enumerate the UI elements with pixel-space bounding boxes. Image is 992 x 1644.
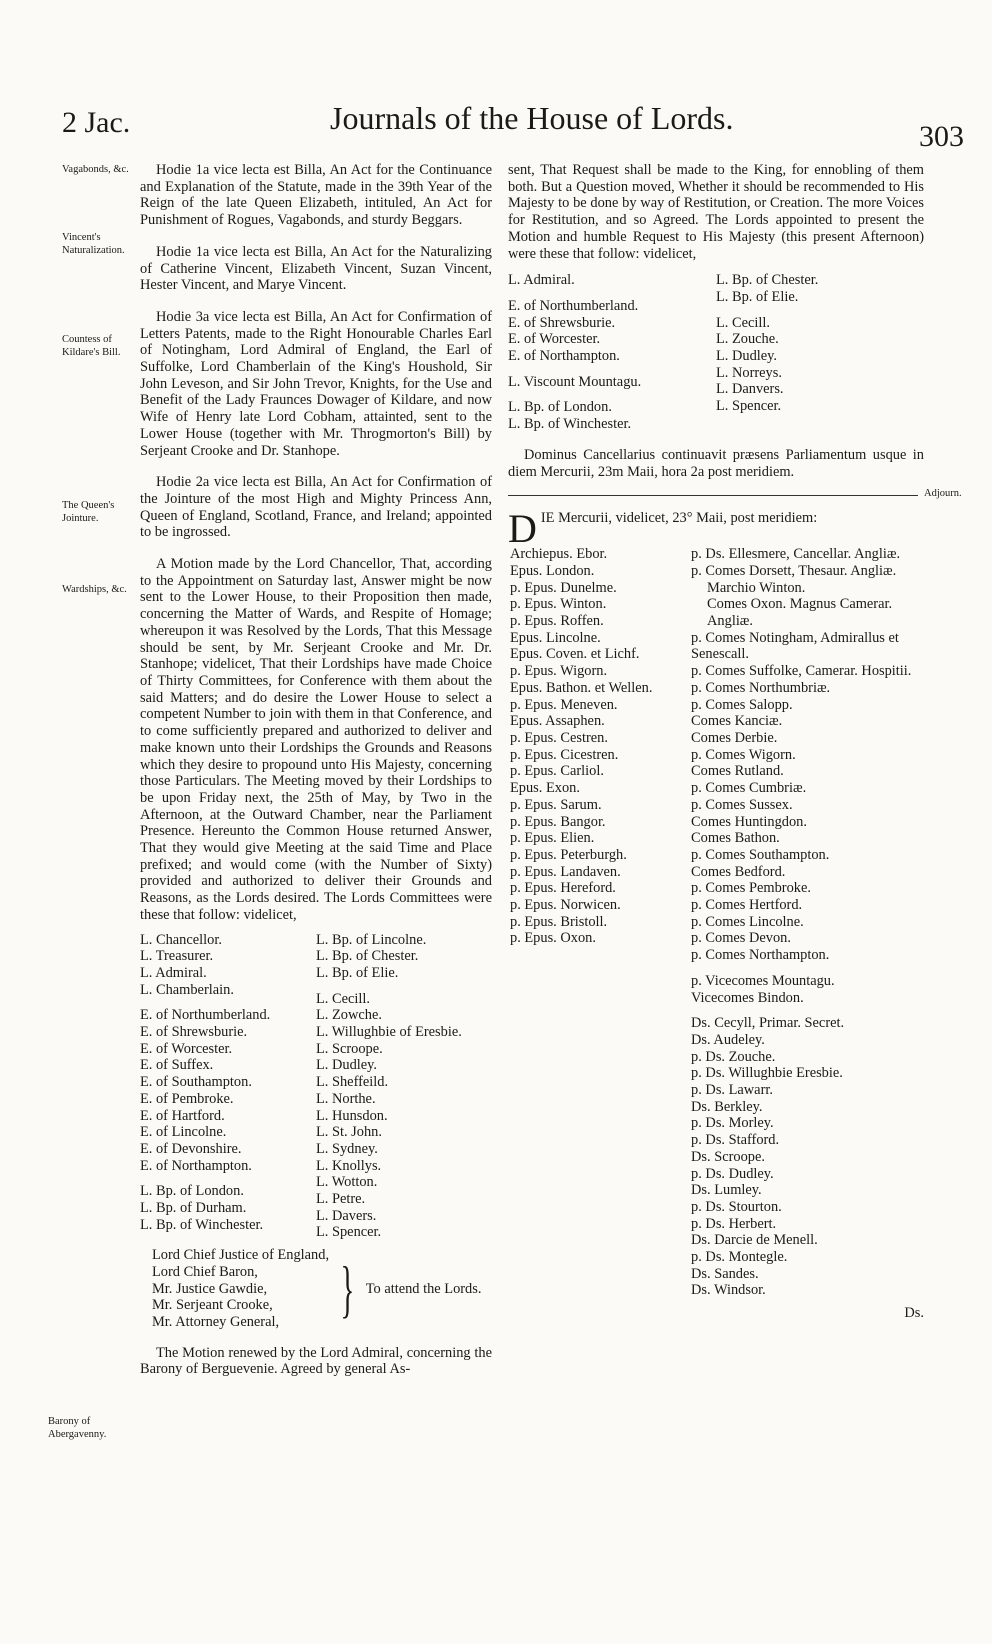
list-item: p. Epus. Elien. bbox=[510, 830, 595, 847]
list-item: Comes Kanciæ. bbox=[691, 713, 783, 730]
left-column bbox=[140, 162, 492, 1393]
list-item: p. Ds. Herbert. bbox=[691, 1215, 777, 1232]
list-item: p. Comes Hertford. bbox=[691, 897, 803, 914]
list-item: Epus. Coven. et Lichf. bbox=[510, 646, 640, 663]
list-item: L. Dudley. bbox=[316, 1057, 378, 1074]
list-item: p. Comes Pembroke. bbox=[691, 880, 811, 897]
list-item: L. Zowche. bbox=[316, 1007, 382, 1024]
name-list bbox=[691, 546, 924, 563]
list-item: Ds. Lumley. bbox=[691, 1182, 762, 1199]
list-item: E. of Devonshire. bbox=[140, 1140, 242, 1157]
name-list bbox=[691, 596, 924, 629]
list-item: p. Ds. Zouche. bbox=[691, 1048, 776, 1065]
list-item: p. Epus. Peterburgh. bbox=[510, 846, 627, 863]
list-item: L. Northe. bbox=[316, 1090, 376, 1107]
list-item: L. Cecill. bbox=[316, 990, 370, 1007]
list-item: L. Bp. of Winchester. bbox=[508, 416, 632, 433]
bishops-column bbox=[508, 546, 691, 1322]
list-item: p. Ds. Lawarr. bbox=[691, 1082, 773, 1099]
margin-note: Barony of Abergavenny. bbox=[48, 1416, 107, 1440]
committee-list bbox=[140, 932, 492, 1242]
deputation-column bbox=[508, 272, 716, 433]
list-item: Ds. Windsor. bbox=[691, 1282, 766, 1299]
name-list bbox=[140, 1007, 316, 1174]
list-item: p. Epus. Cicestren. bbox=[510, 746, 619, 763]
list-item: p. Epus. Meneven. bbox=[510, 696, 618, 713]
list-item: p. Ds. Dudley. bbox=[691, 1165, 774, 1182]
list-item: p. Epus. Bangor. bbox=[510, 813, 606, 830]
name-list bbox=[140, 1247, 329, 1331]
entry-paragraph: The Motion renewed by the Lord Admiral, concerning the Barony of Berguevenie. Agreed by general As- bbox=[140, 1344, 492, 1378]
entry-paragraph: A Motion made by the Lord Chancellor, That, according to the Appointment on Saturday last, Answer might be now sent to the Lower House, to their Proposition then made, concerning the Matter of Wards, and Respite of Homage; whereupon it was Resolved by the Lords, That this Message should be sent, by Mr. Serjeant Crooke and Mr. Dr. Stanhope; videlicet, That their Lordships have made Choice of Thirty Committees, for Conference with them about the said Matters; and do desire the Lower House to select a competent Number to join with them in that Conference, and to come sufficiently prepared and authorized to deliver and make known unto their Lordships the Grounds and Reasons which they desire to propound unto His Majesty, concerning those Particulars. The Meeting moved by their Lordships to be upon Friday next, the 25th of May, by Two in the Afternoon, at the Outward Chamber, near the Parliament Presence. Hereunto the Common House returned Answer, That they would give Meeting at the said Time and Place prefixed; and would come (with the Number of Sixty) provided and authorized to deliver their Grounds and Reasons, as the Lords desired. The Lords Committees were these that follow: videlicet, bbox=[140, 556, 492, 923]
name-list bbox=[508, 374, 716, 391]
list-item: Marchio Winton. bbox=[707, 579, 806, 596]
margin-note: Wardships, &c. bbox=[62, 584, 127, 595]
list-item: E. of Northampton. bbox=[508, 348, 620, 365]
list-item: p. Comes Suffolke, Camerar. Hospitii. bbox=[691, 663, 912, 680]
list-item: Vicecomes Bindon. bbox=[691, 989, 804, 1006]
list-item: L. Viscount Mountagu. bbox=[508, 373, 642, 390]
name-list bbox=[691, 973, 924, 1006]
list-item: Lord Chief Justice of England, bbox=[152, 1247, 330, 1264]
list-item: L. Zouche. bbox=[716, 331, 779, 348]
list-item: p. Ds. Morley. bbox=[691, 1115, 774, 1132]
adjournment-paragraph: Dominus Cancellarius continuavit præsens Parliamentum usque in diem Mercurii, 23m Maii, hora 2a post meridiem. bbox=[508, 446, 924, 480]
list-item: E. of Northumberland. bbox=[140, 1007, 271, 1024]
list-item: Comes Bedford. bbox=[691, 863, 786, 880]
list-item: L. Chamberlain. bbox=[140, 981, 234, 998]
list-item: p. Epus. Roffen. bbox=[510, 613, 604, 630]
list-item: E. of Worcester. bbox=[140, 1040, 233, 1057]
list-item: p. Ds. Ellesmere, Cancellar. Angliæ. bbox=[691, 546, 901, 563]
list-item: p. Comes Sussex. bbox=[691, 796, 793, 813]
list-item: L. Sydney. bbox=[316, 1140, 378, 1157]
margin-note: Vagabonds, &c. bbox=[62, 164, 129, 175]
list-item: Comes Derbie. bbox=[691, 729, 778, 746]
entry-paragraph: Hodie 1a vice lecta est Billa, An Act for the Continuance and Explanation of the Statute, made in the 39th Year of the Reign of the late Queen Elizabeth, intituled, An Act for Punishment of Rogues, Vagabonds, and sturdy Beggars. bbox=[140, 162, 492, 229]
list-item: L. Bp. of Elie. bbox=[316, 964, 399, 981]
list-item: E. of Suffex. bbox=[140, 1057, 214, 1074]
list-item: p. Comes Southampton. bbox=[691, 846, 830, 863]
list-item: Ds. Cecyll, Primar. Secret. bbox=[691, 1015, 845, 1032]
attendants-block bbox=[140, 1247, 492, 1331]
list-item: Epus. Assaphen. bbox=[510, 713, 605, 730]
list-item: p. Comes Devon. bbox=[691, 930, 791, 947]
list-item: p. Comes Notingham, Admirallus et Senescall. bbox=[691, 629, 899, 663]
brace: } bbox=[340, 1252, 355, 1324]
name-list bbox=[691, 563, 924, 580]
list-item: L. Wotton. bbox=[316, 1174, 378, 1191]
list-item: E. of Lincolne. bbox=[140, 1124, 227, 1141]
name-list bbox=[716, 315, 924, 415]
section-rule bbox=[508, 495, 918, 496]
list-item: Ds. Scroope. bbox=[691, 1148, 765, 1165]
list-item: L. Dudley. bbox=[716, 348, 778, 365]
name-list bbox=[691, 680, 924, 964]
list-item: Comes Oxon. Magnus Camerar. Angliæ. bbox=[707, 596, 893, 630]
attend-label: To attend the Lords. bbox=[365, 1280, 482, 1297]
page-header bbox=[0, 100, 992, 153]
list-item: p. Ds. Stafford. bbox=[691, 1132, 780, 1149]
list-item: E. of Hartford. bbox=[140, 1107, 225, 1124]
entry-paragraph: Hodie 2a vice lecta est Billa, An Act for Confirmation of the Jointure of the most High and Mighty Princess Ann, Queen of England, Scotland, France, and Ireland; appointed to be ingrossed. bbox=[140, 474, 492, 541]
list-item: Ds. Darcie de Menell. bbox=[691, 1232, 818, 1249]
list-item: p. Comes Wigorn. bbox=[691, 746, 796, 763]
deputation-column bbox=[716, 272, 924, 433]
list-item: L. Bp. of Chester. bbox=[716, 272, 819, 289]
list-item: E. of Northampton. bbox=[140, 1157, 252, 1174]
list-item: p. Epus. Norwicen. bbox=[510, 897, 621, 914]
name-list bbox=[508, 298, 716, 365]
list-item: Epus. Exon. bbox=[510, 780, 580, 797]
list-item: p. Ds. Stourton. bbox=[691, 1198, 782, 1215]
name-list bbox=[508, 272, 716, 289]
list-item: p. Epus. Cestren. bbox=[510, 729, 608, 746]
list-item: L. Knollys. bbox=[316, 1157, 382, 1174]
list-item: Comes Huntingdon. bbox=[691, 813, 807, 830]
name-list bbox=[508, 399, 716, 432]
list-item: L. Spencer. bbox=[316, 1224, 382, 1241]
list-item: E. of Worcester. bbox=[508, 331, 601, 348]
list-item: Comes Bathon. bbox=[691, 830, 780, 847]
drop-cap: D bbox=[508, 506, 537, 552]
catchword: Ds. bbox=[904, 1305, 924, 1322]
list-item: E. of Shrewsburie. bbox=[508, 314, 616, 331]
name-list bbox=[316, 991, 492, 1242]
name-list bbox=[691, 580, 924, 597]
name-list bbox=[716, 272, 924, 305]
list-item: p. Comes Cumbriæ. bbox=[691, 780, 807, 797]
list-item: Mr. Serjeant Crooke, bbox=[152, 1297, 273, 1314]
regnal-year: 2 Jac. bbox=[62, 106, 131, 139]
list-item: p. Epus. Landaven. bbox=[510, 863, 621, 880]
list-item: L. Danvers. bbox=[716, 381, 784, 398]
list-item: E. of Southampton. bbox=[140, 1074, 252, 1091]
list-item: p. Epus. Carliol. bbox=[510, 763, 604, 780]
list-item: L. Scroope. bbox=[316, 1040, 383, 1057]
right-column bbox=[508, 162, 924, 1322]
list-item: p. Epus. Dunelme. bbox=[510, 579, 617, 596]
list-item: p. Vicecomes Mountagu. bbox=[691, 972, 835, 989]
list-item: p. Comes Northumbriæ. bbox=[691, 679, 831, 696]
list-item: L. Bp. of Durham. bbox=[140, 1200, 247, 1217]
entry-paragraph: Hodie 3a vice lecta est Billa, An Act for Confirmation of Letters Patents, made to the Right Honourable Charles Earl of Notingham, Lord Admiral of England, the Earl of Suffolke, Lord Chamberlain of the King's Houshold, Sir John Leveson, and Sir John Trevor, Knights, for the Use and Benefit of the Lady Fraunces Dowager of Kildare, and now Wife of Henry late Lord Cobham, attainted, sent to the Lower House (together with Mr. Throgmorton's Bill) by Serjeant Crooke and Dr. Stanhope. bbox=[140, 308, 492, 459]
committee-column bbox=[140, 932, 316, 1242]
page-number: 303 bbox=[919, 120, 964, 153]
list-item: E. of Shrewsburie. bbox=[140, 1024, 248, 1041]
committee-column bbox=[316, 932, 492, 1242]
list-item: L. Norreys. bbox=[716, 364, 782, 381]
list-item: p. Comes Dorsett, Thesaur. Angliæ. bbox=[691, 562, 897, 579]
list-item: Mr. Attorney General, bbox=[152, 1314, 280, 1330]
list-item: L. Bp. of Chester. bbox=[316, 948, 419, 965]
name-list bbox=[691, 1015, 924, 1299]
list-item: L. St. John. bbox=[316, 1124, 382, 1141]
entry-paragraph: sent, That Request shall be made to the King, for ennobling of them both. But a Question moved, Whether it should be recommended to His Majesty to be done by way of Restitution, or Creation. The more Voices for Restitution, and so Agreed. The Lords appointed to present the Motion and humble Request to His Majesty (this present Afternoon) were these that follow: videlicet, bbox=[508, 162, 924, 262]
list-item: Ds. Sandes. bbox=[691, 1265, 759, 1282]
name-list bbox=[140, 932, 316, 999]
list-item: E. of Northumberland. bbox=[508, 297, 639, 314]
sitting-date: IE Mercurii, videlicet, 23° Maii, post meridiem: bbox=[540, 510, 818, 527]
list-item: p. Epus. Sarum. bbox=[510, 796, 602, 813]
list-item: L. Willughbie of Eresbie. bbox=[316, 1024, 462, 1041]
list-item: Archiepus. Ebor. bbox=[510, 546, 608, 563]
list-item: p. Ds. Montegle. bbox=[691, 1249, 788, 1266]
name-list bbox=[316, 932, 492, 982]
attendance-roll bbox=[508, 546, 924, 1322]
list-item: Lord Chief Baron, bbox=[152, 1263, 258, 1280]
list-item: p. Epus. Bristoll. bbox=[510, 913, 608, 930]
list-item: Ds. Berkley. bbox=[691, 1098, 763, 1115]
list-item: p. Ds. Willughbie Eresbie. bbox=[691, 1065, 843, 1082]
list-item: Mr. Justice Gawdie, bbox=[152, 1280, 268, 1297]
deputation-list bbox=[508, 272, 924, 433]
list-item: L. Sheffeild. bbox=[316, 1074, 389, 1091]
lay-lords-column bbox=[691, 546, 924, 1322]
list-item: L. Bp. of London. bbox=[140, 1183, 244, 1200]
list-item: L. Bp. of London. bbox=[508, 399, 612, 416]
list-item: L. Treasurer. bbox=[140, 948, 214, 965]
list-item: L. Petre. bbox=[316, 1191, 366, 1208]
list-item: p. Epus. Winton. bbox=[510, 596, 607, 613]
entry-paragraph: Hodie 1a vice lecta est Billa, An Act for the Naturalizing of Catherine Vincent, Elizabeth Vincent, Suzan Vincent, Hester Vincent, and Marye Vincent. bbox=[140, 243, 492, 294]
list-item: p. Epus. Hereford. bbox=[510, 880, 616, 897]
list-item: E. of Pembroke. bbox=[140, 1090, 234, 1107]
list-item: L. Cecill. bbox=[716, 314, 770, 331]
margin-note: The Queen's Jointure. bbox=[62, 500, 115, 524]
margin-note: Vincent's Naturalization. bbox=[62, 232, 125, 256]
list-item: L. Admiral. bbox=[508, 272, 575, 289]
list-item: p. Epus. Wigorn. bbox=[510, 663, 608, 680]
list-item: L. Chancellor. bbox=[140, 931, 222, 948]
list-item: Epus. Lincolne. bbox=[510, 629, 601, 646]
name-list bbox=[140, 1183, 316, 1233]
list-item: L. Bp. of Elie. bbox=[716, 288, 799, 305]
margin-note: Adjourn. bbox=[924, 488, 962, 499]
list-item: Epus. London. bbox=[510, 562, 595, 579]
name-list bbox=[691, 630, 924, 663]
running-title: Journals of the House of Lords. bbox=[330, 100, 734, 136]
list-item: L. Bp. of Winchester. bbox=[140, 1216, 264, 1233]
list-item: p. Comes Lincolne. bbox=[691, 913, 804, 930]
list-item: Epus. Bathon. et Wellen. bbox=[510, 679, 653, 696]
name-list bbox=[691, 663, 924, 680]
list-item: p. Comes Salopp. bbox=[691, 696, 793, 713]
list-item: L. Admiral. bbox=[140, 964, 207, 981]
list-item: Comes Rutland. bbox=[691, 763, 784, 780]
list-item: L. Spencer. bbox=[716, 398, 782, 415]
list-item: p. Comes Northampton. bbox=[691, 947, 830, 964]
list-item: Ds. Audeley. bbox=[691, 1031, 765, 1048]
list-item: p. Epus. Oxon. bbox=[510, 930, 596, 947]
margin-note: Countess of Kildare's Bill. bbox=[62, 334, 121, 358]
name-list bbox=[508, 546, 691, 947]
list-item: L. Davers. bbox=[316, 1207, 377, 1224]
list-item: L. Hunsdon. bbox=[316, 1107, 388, 1124]
sitting-heading bbox=[508, 506, 924, 552]
list-item: L. Bp. of Lincolne. bbox=[316, 931, 427, 948]
